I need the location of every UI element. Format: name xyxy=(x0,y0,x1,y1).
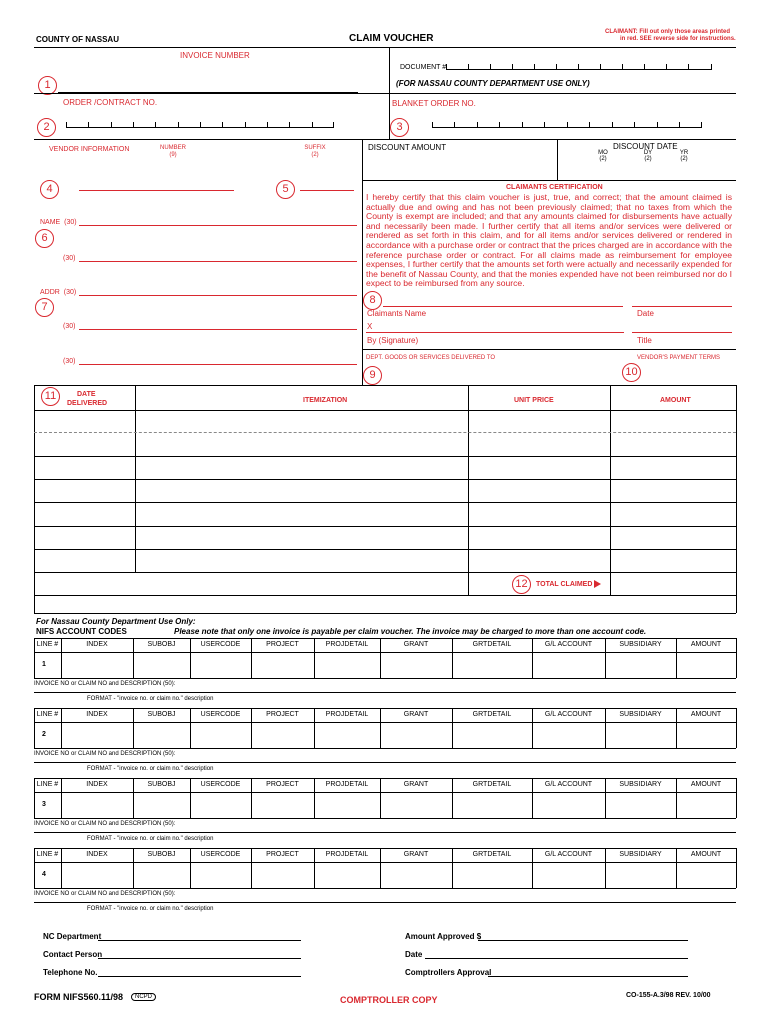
comptroller-copy-label: COMPTROLLER COPY xyxy=(340,995,438,1005)
invoice-desc-input[interactable] xyxy=(240,749,734,761)
item-row-3[interactable] xyxy=(34,479,736,480)
acct-cell-input[interactable] xyxy=(533,723,604,747)
acct-col-header: G/L ACCOUNT xyxy=(544,641,593,648)
acct-cell-input[interactable] xyxy=(453,653,531,677)
document-number-boxes[interactable] xyxy=(446,64,712,70)
telephone-label: Telephone No. xyxy=(43,968,98,977)
claimants-name-field[interactable] xyxy=(383,306,623,307)
acct-col-header: AMOUNT xyxy=(690,711,722,718)
invoice-desc-label: INVOICE NO or CLAIM NO and DESCRIPTION (50): xyxy=(34,751,176,757)
vendor-addr-field-1[interactable] xyxy=(79,295,357,296)
contact-person-field[interactable] xyxy=(98,958,301,959)
vendor-suffix-label: SUFFIX xyxy=(304,145,326,151)
acct-cell-input[interactable] xyxy=(677,863,735,887)
circle-12-icon: 12 xyxy=(512,575,531,594)
acct-cell-input[interactable] xyxy=(606,723,675,747)
acct-col-header: GRANT xyxy=(403,641,429,648)
delivered-label: DELIVERED xyxy=(67,400,108,407)
county-title: COUNTY OF NASSAU xyxy=(36,35,119,44)
acct-col-header: LINE # xyxy=(36,711,59,718)
comptroller-approval-label: Comptrollers Approval xyxy=(405,968,492,977)
total-claimed-label: TOTAL CLAIMED xyxy=(536,580,601,588)
acct-col-header: LINE # xyxy=(36,851,59,858)
invoice-desc-input[interactable] xyxy=(240,679,734,691)
acct-col-header: USERCODE xyxy=(200,641,241,648)
item-row-6[interactable] xyxy=(34,549,736,550)
acct-col-header: SUBOBJ xyxy=(147,641,176,648)
amount-approved-label: Amount Approved $ xyxy=(405,932,482,941)
approval-date-label: Date xyxy=(405,950,423,959)
acct-cell-input[interactable] xyxy=(252,793,313,817)
item-row-5[interactable] xyxy=(34,526,736,527)
acct-col-header: INDEX xyxy=(86,851,108,858)
acct-col-header: GRTDETAIL xyxy=(472,711,512,718)
acct-col-header: GRTDETAIL xyxy=(472,641,512,648)
acct-col-header: AMOUNT xyxy=(690,641,722,648)
format-desc-label: FORMAT - "invoice no. or claim no." description xyxy=(87,906,214,912)
acct-col-header: GRANT xyxy=(403,781,429,788)
telephone-field[interactable] xyxy=(98,976,301,977)
circle-4-icon: 4 xyxy=(40,180,59,199)
acct-cell-input[interactable] xyxy=(191,863,250,887)
comptroller-approval-field[interactable] xyxy=(488,976,688,977)
acct-cell-input[interactable] xyxy=(35,723,60,747)
signature-field[interactable] xyxy=(366,332,624,333)
amount-header: AMOUNT xyxy=(660,397,691,404)
discount-mo-len: (2) xyxy=(599,156,607,162)
dept-goods-label: DEPT. GOODS OR SERVICES DELIVERED TO xyxy=(366,355,496,361)
acct-col-header: G/L ACCOUNT xyxy=(544,781,593,788)
circle-10-icon: 10 xyxy=(622,363,641,382)
dept-use-only-note: (FOR NASSAU COUNTY DEPARTMENT USE ONLY) xyxy=(396,79,590,88)
claimant-note-line1: CLAIMANT: Fill out only those areas printed xyxy=(605,29,731,35)
circle-9-icon: 9 xyxy=(363,366,382,385)
order-contract-label: ORDER /CONTRACT NO. xyxy=(63,98,158,107)
circle-1-icon: 1 xyxy=(38,76,57,95)
nifs-codes-label: NIFS ACCOUNT CODES xyxy=(36,627,127,636)
acct-col-header: PROJECT xyxy=(266,781,299,788)
acct-cell-input[interactable] xyxy=(252,723,313,747)
acct-col-header: SUBSIDIARY xyxy=(619,711,662,718)
acct-col-header: SUBOBJ xyxy=(147,781,176,788)
acct-cell-input[interactable] xyxy=(381,723,451,747)
acct-cell-input[interactable] xyxy=(453,793,531,817)
acct-col-header: AMOUNT xyxy=(690,781,722,788)
acct-line-number: 1 xyxy=(42,661,46,668)
invoice-desc-input[interactable] xyxy=(240,889,734,901)
claimant-note-line2: in red. SEE reverse side for instructions. xyxy=(620,36,736,42)
acct-col-header: SUBSIDIARY xyxy=(619,851,662,858)
acct-cell-input[interactable] xyxy=(134,723,189,747)
discount-dy-len: (2) xyxy=(644,156,652,162)
acct-col-header: USERCODE xyxy=(200,851,241,858)
discount-yr-len: (2) xyxy=(680,156,688,162)
acct-cell-input[interactable] xyxy=(315,723,379,747)
item-row-7[interactable] xyxy=(34,572,736,573)
vendor-addr-label: ADDR (30) xyxy=(40,289,77,296)
vendor-number-label: NUMBER xyxy=(159,145,186,151)
nc-department-field[interactable] xyxy=(98,940,301,941)
acct-cell-input[interactable] xyxy=(677,793,735,817)
unit-price-header: UNIT PRICE xyxy=(514,397,554,404)
invoice-desc-input[interactable] xyxy=(240,819,734,831)
ncpd-badge: NCPD xyxy=(131,993,156,1001)
acct-col-header: PROJECT xyxy=(266,851,299,858)
title-label: Title xyxy=(637,336,652,345)
item-row-2[interactable] xyxy=(34,456,736,457)
vendor-name-label: NAME (30) xyxy=(40,219,77,226)
acct-cell-input[interactable] xyxy=(381,863,451,887)
acct-cell-input[interactable] xyxy=(62,723,132,747)
acct-col-header: SUBSIDIARY xyxy=(619,641,662,648)
acct-cell-input[interactable] xyxy=(134,653,189,677)
acct-col-header: PROJDETAIL xyxy=(325,781,369,788)
vendor-number-field[interactable] xyxy=(79,190,234,191)
form-title: CLAIM VOUCHER xyxy=(349,33,434,44)
acct-cell-input[interactable] xyxy=(606,863,675,887)
acct-cell-input[interactable] xyxy=(62,653,132,677)
acct-cell-input[interactable] xyxy=(381,653,451,677)
vendor-name-len-2: (30) xyxy=(63,255,76,262)
claim-date-field[interactable] xyxy=(632,306,732,307)
acct-cell-input[interactable] xyxy=(606,793,675,817)
signature-label: By (Signature) xyxy=(367,336,419,345)
payment-terms-label: VENDOR'S PAYMENT TERMS xyxy=(637,355,721,361)
acct-line-number: 4 xyxy=(42,871,46,878)
arrow-right-icon xyxy=(594,580,601,588)
acct-col-header: PROJECT xyxy=(266,711,299,718)
acct-cell-input[interactable] xyxy=(677,653,735,677)
acct-cell-input[interactable] xyxy=(35,863,60,887)
circle-6-icon: 6 xyxy=(35,229,54,248)
acct-col-header: PROJDETAIL xyxy=(325,711,369,718)
acct-cell-input[interactable] xyxy=(315,863,379,887)
acct-col-header: USERCODE xyxy=(200,781,241,788)
acct-col-header: INDEX xyxy=(86,711,108,718)
vendor-number-len: (9) xyxy=(169,152,177,158)
acct-line-number: 3 xyxy=(42,801,46,808)
certification-text: I hereby certify that this claim voucher is just, true, and correct; that the amount claimed is actually due and owing and has not been previously claimed; that no taxes from which the County is exempt are included; and that any amounts claimed for disbursements have actually and necessarily been made. I further certify that all items and/or services were delivered or rendered as set forth in this claim, and for all items and/or services delivered or rendered in accordance with a purchase order or contract that the prices charged are in accordance with the reference purchase order or contract. For all claims made as reimbursement for employee expenses, I further certify that the amounts set forth were actually and necessarily expended for the benefit of Nassau County, and that the monies expended have not been reimbursed nor do I expect to be reimbursed from any source. xyxy=(366,192,732,289)
claim-date-label: Date xyxy=(637,309,654,318)
circle-8-icon: 8 xyxy=(363,291,382,310)
acct-col-header: SUBOBJ xyxy=(147,711,176,718)
acct-col-header: G/L ACCOUNT xyxy=(544,711,593,718)
acct-col-header: USERCODE xyxy=(200,711,241,718)
contract-number-boxes[interactable] xyxy=(66,122,334,128)
discount-mo-label: MO xyxy=(598,150,608,156)
blanket-order-boxes[interactable] xyxy=(432,122,702,128)
date-label: DATE xyxy=(77,391,96,398)
itemization-header: ITEMIZATION xyxy=(303,397,348,404)
vendor-suffix-len: (2) xyxy=(311,152,319,158)
format-desc-label: FORMAT - "invoice no. or claim no." description xyxy=(87,766,214,772)
vendor-info-label: VENDOR INFORMATION xyxy=(49,146,130,153)
acct-cell-input[interactable] xyxy=(381,793,451,817)
circle-3-icon: 3 xyxy=(390,118,409,137)
approval-date-field[interactable] xyxy=(425,958,688,959)
discount-date-label: DISCOUNT DATE xyxy=(613,142,678,151)
invoice-desc-label: INVOICE NO or CLAIM NO and DESCRIPTION (50): xyxy=(34,891,176,897)
acct-cell-input[interactable] xyxy=(62,793,132,817)
invoice-number-label: INVOICE NUMBER xyxy=(180,51,250,60)
acct-col-header: GRTDETAIL xyxy=(472,851,512,858)
acct-line-number: 2 xyxy=(42,731,46,738)
format-desc-label: FORMAT - "invoice no. or claim no." description xyxy=(87,696,214,702)
item-row-1[interactable] xyxy=(34,432,736,433)
acct-col-header: AMOUNT xyxy=(690,851,722,858)
item-row-4[interactable] xyxy=(34,502,736,503)
acct-col-header: PROJECT xyxy=(266,641,299,648)
claimants-name-label: Claimants Name xyxy=(367,309,427,318)
acct-cell-input[interactable] xyxy=(606,653,675,677)
acct-col-header: INDEX xyxy=(86,781,108,788)
acct-col-header: PROJDETAIL xyxy=(325,641,369,648)
vendor-name-field-1[interactable] xyxy=(79,225,357,226)
one-invoice-note: Please note that only one invoice is payable per claim voucher. The invoice may be charged to more than one account code. xyxy=(174,627,647,636)
acct-col-header: G/L ACCOUNT xyxy=(544,851,593,858)
certification-title: CLAIMANTS CERTIFICATION xyxy=(506,184,603,191)
acct-col-header: GRTDETAIL xyxy=(472,781,512,788)
acct-col-header: PROJDETAIL xyxy=(325,851,369,858)
acct-col-header: SUBOBJ xyxy=(147,851,176,858)
acct-cell-input[interactable] xyxy=(315,793,379,817)
dept-use-only-label: For Nassau County Department Use Only: xyxy=(36,617,196,626)
discount-yr-label: YR xyxy=(679,150,689,156)
acct-cell-input[interactable] xyxy=(35,653,60,677)
vendor-addr-field-3[interactable] xyxy=(79,364,357,365)
acct-cell-input[interactable] xyxy=(35,793,60,817)
discount-amount-label: DISCOUNT AMOUNT xyxy=(368,143,447,152)
acct-cell-input[interactable] xyxy=(134,793,189,817)
acct-col-header: LINE # xyxy=(36,641,59,648)
vendor-addr-len-2: (30) xyxy=(63,323,76,330)
acct-col-header: INDEX xyxy=(86,641,108,648)
acct-cell-input[interactable] xyxy=(533,653,604,677)
acct-cell-input[interactable] xyxy=(533,863,604,887)
acct-cell-input[interactable] xyxy=(252,653,313,677)
acct-cell-input[interactable] xyxy=(453,863,531,887)
circle-7-icon: 7 xyxy=(35,298,54,317)
acct-col-header: GRANT xyxy=(403,711,429,718)
signature-x-mark: X xyxy=(367,322,373,331)
circle-5-icon: 5 xyxy=(276,180,295,199)
acct-cell-input[interactable] xyxy=(533,793,604,817)
invoice-desc-label: INVOICE NO or CLAIM NO and DESCRIPTION (50): xyxy=(34,681,176,687)
acct-cell-input[interactable] xyxy=(191,793,250,817)
acct-col-header: GRANT xyxy=(403,851,429,858)
contact-person-label: Contact Person xyxy=(43,950,103,959)
circle-2-icon: 2 xyxy=(37,118,56,137)
acct-cell-input[interactable] xyxy=(315,653,379,677)
acct-cell-input[interactable] xyxy=(134,863,189,887)
blanket-order-label: BLANKET ORDER NO. xyxy=(392,99,476,108)
acct-col-header: LINE # xyxy=(36,781,59,788)
amount-approved-field[interactable] xyxy=(478,940,688,941)
vendor-addr-len-3: (30) xyxy=(63,358,76,365)
acct-col-header: SUBSIDIARY xyxy=(619,781,662,788)
document-number-label: DOCUMENT # xyxy=(400,64,447,71)
discount-dy-label: DY xyxy=(643,150,653,156)
acct-cell-input[interactable] xyxy=(252,863,313,887)
form-number: FORM NIFS560.11/98 xyxy=(34,992,124,1002)
revision-code: CO-155-A.3/98 REV. 10/00 xyxy=(626,992,711,999)
acct-cell-input[interactable] xyxy=(191,653,250,677)
format-desc-label: FORMAT - "invoice no. or claim no." description xyxy=(87,836,214,842)
acct-cell-input[interactable] xyxy=(453,723,531,747)
invoice-desc-label: INVOICE NO or CLAIM NO and DESCRIPTION (50): xyxy=(34,821,176,827)
circle-11-icon: 11 xyxy=(41,387,60,406)
vendor-addr-field-2[interactable] xyxy=(79,329,357,330)
acct-cell-input[interactable] xyxy=(191,723,250,747)
vendor-suffix-field[interactable] xyxy=(300,190,354,191)
acct-cell-input[interactable] xyxy=(62,863,132,887)
nc-department-label: NC Department xyxy=(43,932,102,941)
title-field[interactable] xyxy=(632,332,732,333)
vendor-name-field-2[interactable] xyxy=(79,261,357,262)
acct-cell-input[interactable] xyxy=(677,723,735,747)
